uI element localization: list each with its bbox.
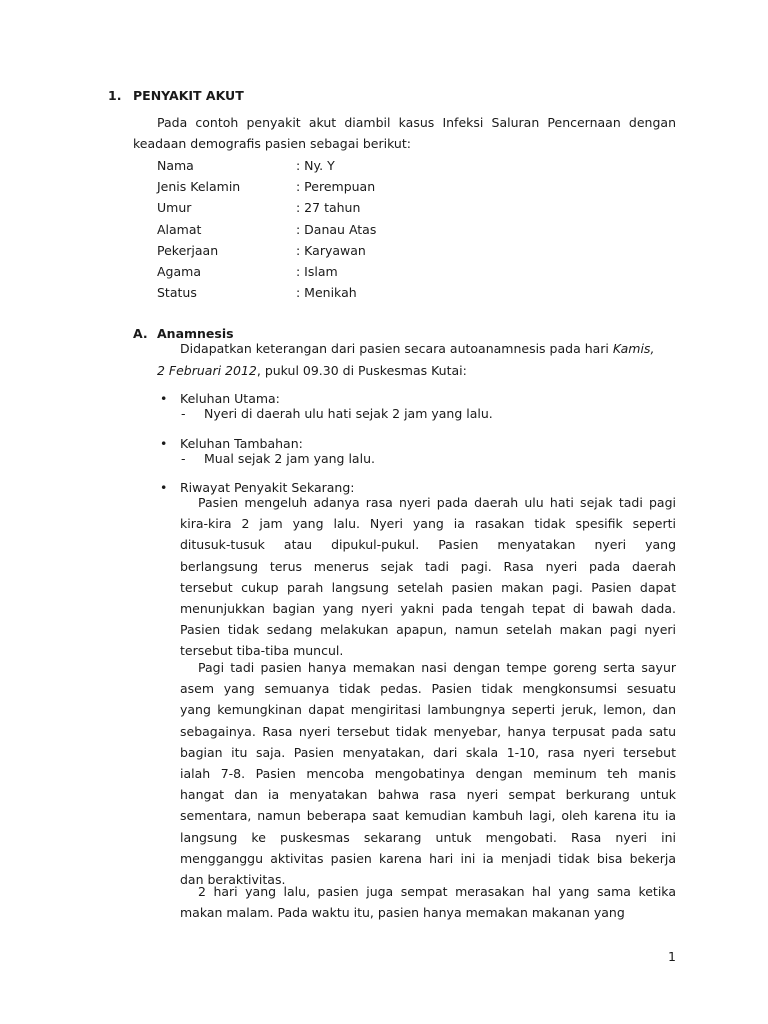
paragraph-line: tersebut cukup parah langsung setelah pasien makan pagi. Pasien dapat bbox=[180, 579, 676, 595]
bullet-icon: • bbox=[160, 391, 168, 406]
demographic-value: : Menikah bbox=[296, 285, 357, 301]
demographic-value: : Islam bbox=[296, 264, 338, 279]
demographic-label: Alamat bbox=[157, 221, 202, 237]
paragraph-line: yang kemungkinan dapat mengiritasi lambungnya seperti jeruk, lemon, dan bbox=[180, 702, 676, 718]
complaint-label: Keluhan Tambahan: bbox=[180, 436, 303, 451]
complaint-label: Riwayat Penyakit Sekarang: bbox=[180, 480, 355, 495]
paragraph-line: sebagainya. Rasa nyeri tersebut tidak menyebar, hanya terpusat pada satu bbox=[180, 723, 676, 739]
anamnesis-text: Didapatkan keterangan dari pasien secara autoanamnesis pada hari bbox=[180, 341, 613, 356]
demographic-label: Agama bbox=[157, 264, 201, 279]
paragraph-line: asem yang semuanya tidak pedas. Pasien tidak mengkonsumsi sesuatu bbox=[180, 681, 676, 697]
paragraph-line: dan beraktivitas. bbox=[180, 872, 286, 887]
dash-icon: - bbox=[181, 451, 186, 466]
demographic-label: Pekerjaan bbox=[157, 242, 219, 258]
dash-icon: - bbox=[181, 406, 186, 421]
demographic-value: : Karyawan bbox=[296, 242, 366, 258]
paragraph-line: menunjukkan bagian yang nyeri yakni pada tengah tepat di bawah dada. bbox=[180, 601, 676, 616]
demographic-value: : Danau Atas bbox=[296, 221, 377, 237]
paragraph-line: langsung ke puskesmas sekarang untuk mengobati. Rasa nyeri ini bbox=[180, 829, 676, 845]
intro-line: keadaan demografis pasien sebagai berikut: bbox=[133, 136, 411, 151]
anamnesis-line bbox=[157, 363, 467, 379]
paragraph-line: Pasien tidak sedang melakukan apapun, namun setelah makan pagi nyeri bbox=[180, 622, 676, 638]
paragraph-line: Pagi tadi pasien hanya memakan nasi dengan tempe goreng serta sayur bbox=[198, 660, 676, 675]
paragraph-line: sementara, namun beberapa saat kemudian kambuh lagi, oleh karena itu ia bbox=[180, 808, 676, 824]
bullet-icon: • bbox=[160, 480, 168, 495]
paragraph-line: mengganggu aktivitas pasien karena hari ini ia menjadi tidak bisa bekerja bbox=[180, 850, 676, 866]
paragraph-line: berlangsung terus menerus sejak tadi pagi. Rasa nyeri pada daerah bbox=[180, 558, 676, 574]
subsection-letter: A. bbox=[133, 326, 148, 341]
page-number: 1 bbox=[668, 949, 676, 964]
paragraph-line: Pasien mengeluh adanya rasa nyeri pada daerah ulu hati sejak tadi pagi bbox=[198, 495, 676, 510]
paragraph-line: tersebut tiba-tiba muncul. bbox=[180, 643, 344, 659]
demographic-value: : Perempuan bbox=[296, 179, 376, 195]
section-title: PENYAKIT AKUT bbox=[133, 88, 244, 103]
complaint-item: Nyeri di daerah ulu hati sejak 2 jam yang lalu. bbox=[204, 406, 493, 421]
anamnesis-date: 2 Februari 2012 bbox=[157, 363, 257, 378]
paragraph-line: ialah 7-8. Pasien mencoba mengobatinya dengan meminum teh manis bbox=[180, 766, 676, 781]
demographic-value: : 27 tahun bbox=[296, 200, 361, 216]
paragraph-line: bagian itu saja. Pasien menyatakan, dari skala 1-10, rasa nyeri tersebut bbox=[180, 744, 676, 760]
section-number: 1. bbox=[108, 88, 122, 103]
demographic-label: Jenis Kelamin bbox=[157, 179, 241, 195]
demographic-label: Nama bbox=[157, 158, 194, 173]
anamnesis-line bbox=[180, 341, 654, 357]
anamnesis-day: Kamis, bbox=[612, 341, 655, 356]
demographic-label: Status bbox=[157, 285, 197, 301]
paragraph-line: hangat dan ia menyatakan bahwa rasa nyeri sempat berkurang untuk bbox=[180, 787, 676, 803]
complaint-item: Mual sejak 2 jam yang lalu. bbox=[204, 451, 375, 466]
anamnesis-text: , pukul 09.30 di Puskesmas Kutai: bbox=[256, 363, 467, 378]
paragraph-line: kira-kira 2 jam yang lalu. Nyeri yang ia rasakan tidak spesifik seperti bbox=[180, 516, 676, 532]
bullet-icon: • bbox=[160, 436, 168, 451]
demographic-label: Umur bbox=[157, 200, 192, 216]
subsection-title: Anamnesis bbox=[157, 326, 234, 341]
complaint-label: Keluhan Utama: bbox=[180, 391, 280, 406]
demographic-value: : Ny. Y bbox=[296, 158, 335, 173]
paragraph-line: 2 hari yang lalu, pasien juga sempat merasakan hal yang sama ketika bbox=[198, 884, 676, 899]
intro-line: Pada contoh penyakit akut diambil kasus Infeksi Saluran Pencernaan dengan bbox=[157, 115, 676, 130]
paragraph-line: makan malam. Pada waktu itu, pasien hanya memakan makanan yang bbox=[180, 905, 625, 921]
paragraph-line: ditusuk-tusuk atau dipukul-pukul. Pasien menyatakan nyeri yang bbox=[180, 537, 676, 553]
